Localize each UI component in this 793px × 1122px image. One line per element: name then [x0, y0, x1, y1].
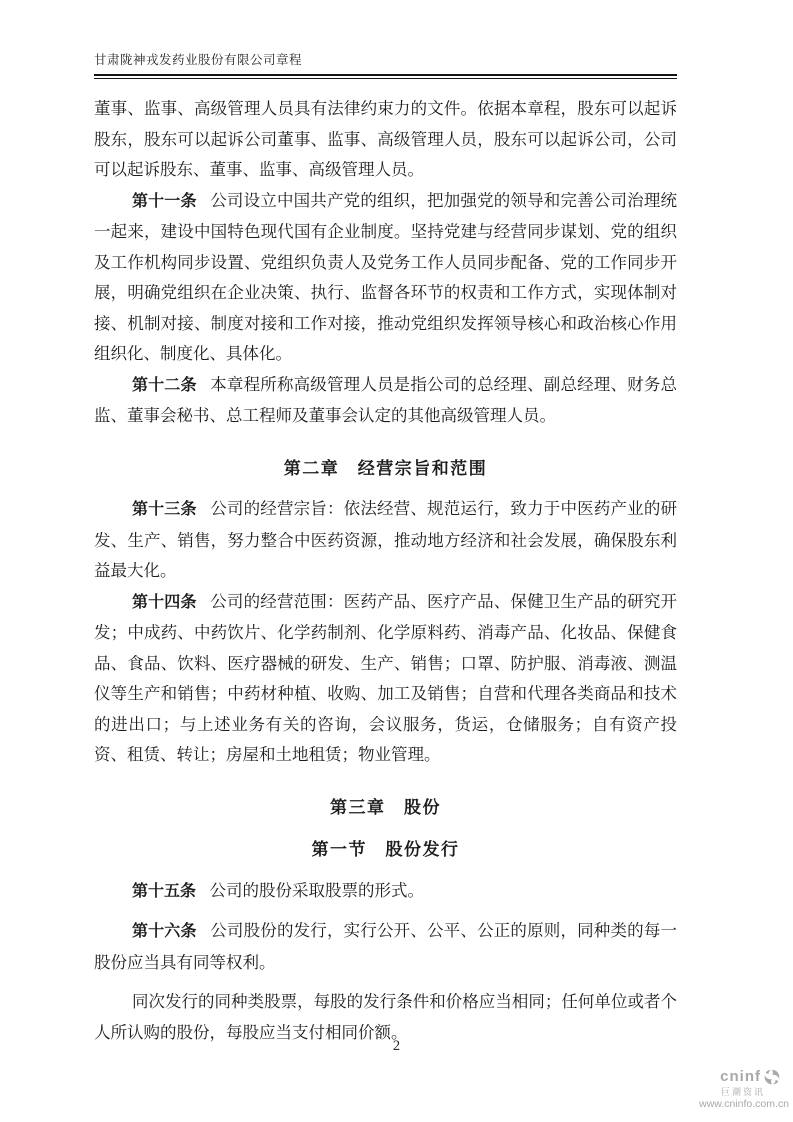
- document-body: [94, 94, 677, 1048]
- cninfo-swirl-icon: [763, 1068, 781, 1086]
- article-14-paragraph: [94, 587, 677, 771]
- article-12-paragraph: [94, 370, 677, 432]
- article-12-text: 本章程所称高级管理人员是指公司的总经理、副总经理、财务总监、董事会秘书、总工程师及董事会认定的其他高级管理人员。: [94, 374, 677, 425]
- article-15-text: 公司的股份采取股票的形式。: [209, 880, 425, 900]
- article-16-text: 公司股份的发行，实行公开、公平、公正的原则，同种类的每一股份应当具有同等权利。: [94, 921, 677, 972]
- page-number: 2: [392, 1038, 401, 1054]
- article-15-paragraph: [94, 876, 677, 908]
- article-16-paragraph: [94, 916, 677, 978]
- article-14-text: 公司的经营范围：医药产品、医疗产品、保健卫生产品的研究开发；中成药、中药饮片、化学药制剂、化学原料药、消毒产品、化妆品、保健食品、食品、饮料、医疗器械的研发、生产、销售；口罩、防护服、消毒液、测温仪等生产和销售；中药材种植、收购、加工及销售；自营和代理各类商品和技术的进出口；与上述业务有关的咨询，会议服务，货运，仓储服务；自有资产投资、租赁、转让；房屋和土地租赁；物业管理。: [94, 591, 677, 764]
- paragraph-continuation: 董事、监事、高级管理人员具有法律约束力的文件。依据本章程，股东可以起诉股东，股东可以起诉公司董事、监事、高级管理人员，股东可以起诉公司，公司可以起诉股东、董事、监事、高级管理人员。: [94, 99, 677, 179]
- article-11-paragraph: [94, 186, 677, 370]
- paragraph-same-issue: 同次发行的同种类股票，每股的发行条件和价格应当相同；任何单位或者个人所认购的股份，每股应当支付相同价额。: [94, 992, 677, 1042]
- header-rule: [94, 74, 677, 79]
- article-14-number: 第十四条: [131, 593, 197, 611]
- chapter-3-heading: 第三章 股份: [330, 797, 441, 817]
- cninfo-brand-row: [699, 1068, 781, 1086]
- article-13-number: 第十三条: [131, 501, 197, 518]
- cninfo-chinese-name: 巨潮资讯: [720, 1086, 765, 1097]
- article-12-number: 第十二条: [131, 376, 197, 394]
- article-15-number: 第十五条: [131, 882, 196, 900]
- page-header: [94, 50, 677, 79]
- cninfo-url: www.cninfo.com.cn: [699, 1097, 789, 1110]
- header-title: 甘肃陇神戎发药业股份有限公司章程: [94, 53, 303, 67]
- article-11-text: 公司设立中国共产党的组织，把加强党的领导和完善公司治理统一起来，建设中国特色现代国有企业制度。坚持党建与经营同步谋划、党的组织及工作机构同步设置、党组织负责人及党务工作人员同步配备、党的工作同步开展，明确党组织在企业决策、执行、监督各环节的权责和工作方式，实现体制对接、机制对接、制度对接和工作对接，推动党组织发挥领导核心和政治核心作用组织化、制度化、具体化。: [94, 190, 677, 363]
- article-11-number: 第十一条: [131, 192, 197, 210]
- article-13-text: 公司的经营宗旨：依法经营、规范运行，致力于中医药产业的研发、生产、销售，努力整合中医药资源，推动地方经济和社会发展，确保股东利益最大化。: [94, 499, 677, 580]
- cninfo-brand-text: cninf: [720, 1067, 761, 1085]
- chapter-2-heading: 第二章 经营宗旨和范围: [283, 458, 488, 478]
- cninfo-watermark: [699, 1068, 789, 1110]
- section-1-heading: 第一节 股份发行: [311, 840, 460, 859]
- article-16-number: 第十六条: [131, 923, 197, 940]
- article-13-paragraph: [94, 494, 677, 587]
